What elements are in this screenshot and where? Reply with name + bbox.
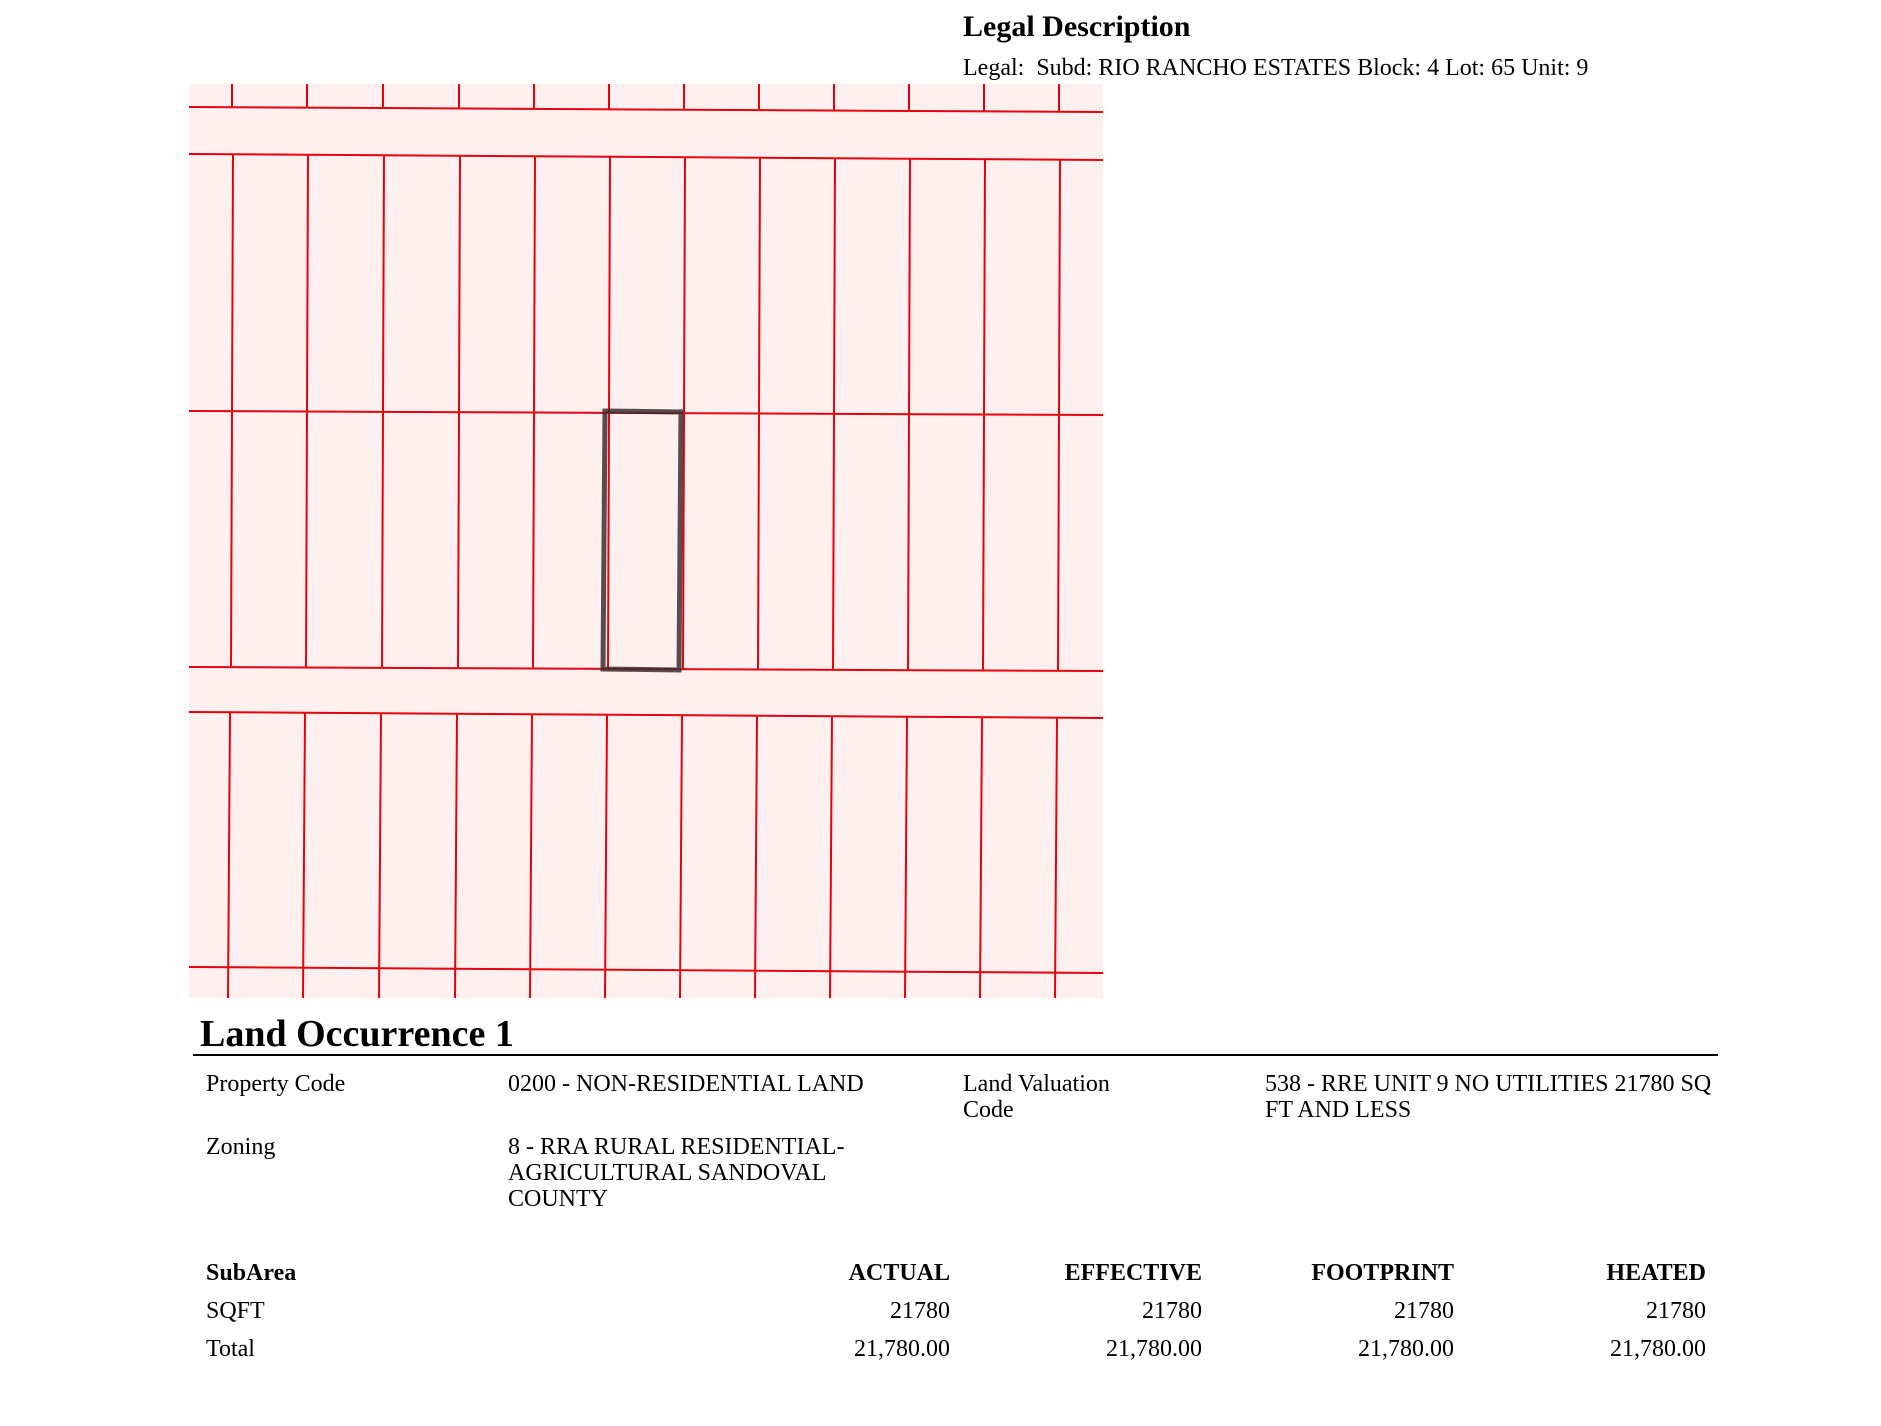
lot-line bbox=[306, 154, 308, 667]
lot-line bbox=[231, 154, 233, 667]
legal-description-line bbox=[963, 55, 1600, 82]
column-header-subarea: SubArea bbox=[206, 1260, 297, 1286]
lot-line bbox=[758, 157, 760, 670]
road-edge-line bbox=[189, 712, 1103, 718]
cell-footprint: 21780 bbox=[1394, 1298, 1454, 1324]
cell-actual: 21780 bbox=[890, 1298, 950, 1324]
cell-heated: 21,780.00 bbox=[1610, 1336, 1706, 1362]
lot-line bbox=[382, 155, 384, 668]
parcel-map-svg bbox=[189, 84, 1103, 998]
cell-effective: 21780 bbox=[1142, 1298, 1202, 1324]
land-occurrence-title: Land Occurrence 1 bbox=[200, 1013, 514, 1055]
lot-line bbox=[533, 156, 535, 669]
section-divider bbox=[193, 1054, 1718, 1056]
land-valuation-label: Land Valuation Code bbox=[963, 1071, 1110, 1123]
lot-line bbox=[605, 714, 607, 998]
road-edge-line bbox=[189, 107, 1103, 112]
road-edge-line bbox=[189, 154, 1103, 160]
lot-line bbox=[680, 715, 682, 998]
lot-line bbox=[830, 716, 832, 998]
property-code-label: Property Code bbox=[206, 1071, 346, 1097]
cell-actual: 21,780.00 bbox=[854, 1336, 950, 1362]
legal-description-title: Legal Description bbox=[963, 10, 1191, 43]
lot-line bbox=[908, 158, 910, 671]
lot-line bbox=[980, 717, 982, 998]
property-code-value: 0200 - NON-RESIDENTIAL LAND bbox=[508, 1071, 864, 1097]
lot-line bbox=[983, 159, 985, 671]
road-edge-line bbox=[189, 967, 1103, 973]
lot-line bbox=[458, 155, 460, 668]
column-header-actual: ACTUAL bbox=[848, 1260, 950, 1286]
row-label: Total bbox=[206, 1336, 255, 1362]
lot-line bbox=[1058, 159, 1060, 671]
land-valuation-value: 538 - RRE UNIT 9 NO UTILITIES 21780 SQ FT AND LESS bbox=[1265, 1071, 1712, 1123]
lot-line bbox=[455, 713, 457, 998]
cell-heated: 21780 bbox=[1646, 1298, 1706, 1324]
legal-text: Subd: RIO RANCHO ESTATES Block: 4 Lot: 65 Unit: 9 bbox=[1036, 55, 1589, 81]
zoning-value: 8 - RRA RURAL RESIDENTIAL- AGRICULTURAL SANDOVAL COUNTY bbox=[508, 1134, 845, 1212]
column-header-effective: EFFECTIVE bbox=[1064, 1260, 1202, 1286]
lot-line bbox=[530, 714, 532, 998]
zoning-label: Zoning bbox=[206, 1134, 276, 1160]
subject-parcel-outline bbox=[603, 411, 681, 670]
legal-label: Legal: bbox=[963, 55, 1025, 81]
lot-line bbox=[833, 158, 835, 670]
lot-line bbox=[905, 716, 907, 998]
lot-line bbox=[755, 715, 757, 998]
parcel-lines bbox=[189, 84, 1103, 998]
column-header-heated: HEATED bbox=[1606, 1260, 1706, 1286]
parcel-map bbox=[189, 84, 1103, 998]
cell-effective: 21,780.00 bbox=[1106, 1336, 1202, 1362]
lot-line bbox=[1055, 717, 1057, 998]
lot-line bbox=[228, 712, 230, 998]
lot-line bbox=[303, 712, 305, 998]
cell-footprint: 21,780.00 bbox=[1358, 1336, 1454, 1362]
lot-line bbox=[379, 713, 381, 998]
column-header-footprint: FOOTPRINT bbox=[1311, 1260, 1454, 1286]
row-label: SQFT bbox=[206, 1298, 265, 1324]
